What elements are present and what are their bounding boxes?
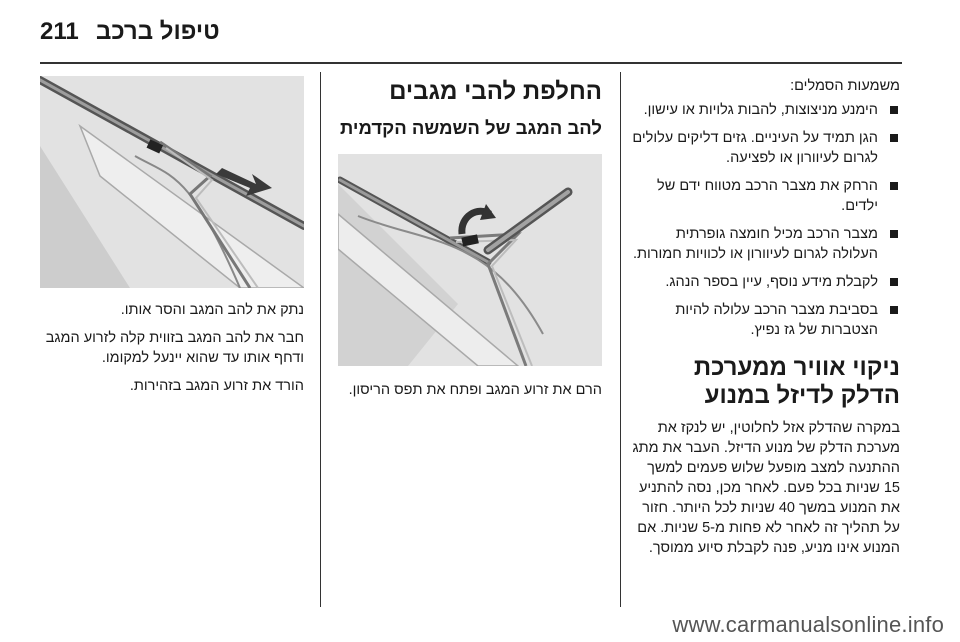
chapter-title: טיפול ברכב — [96, 18, 220, 45]
middle-column — [338, 78, 602, 400]
right-column — [632, 76, 900, 558]
symbol-item: הימנע מניצוצות, להבות גלויות או עישון. — [632, 100, 900, 120]
wiper-caption-1: הרם את זרוע המגב ופתח את תפס הריסון. — [348, 382, 602, 398]
column-divider-right — [620, 72, 621, 607]
wiper-caption-2: נתק את להב המגב והסר אותו. — [120, 302, 304, 318]
header-rule — [40, 62, 902, 64]
symbol-item: מצבר הרכב מכיל חומצה גופרתית העלולה לגרום לעיוורון או לכוויות חמורות. — [632, 224, 900, 264]
wiper-section-title: החלפת להבי מגבים — [389, 78, 602, 105]
page-number: 211 — [40, 18, 79, 45]
symbol-item: הגן תמיד על העיניים. גזים דליקים עלולים לגרום לעיוורון או לפציעה. — [632, 128, 900, 168]
watermark: www.carmanualsonline.info — [672, 612, 944, 637]
left-column — [40, 76, 304, 396]
diesel-section-title: ניקוי אוויר ממערכת הדלק לדיזל במנוע — [693, 354, 900, 409]
symbol-item: הרחק את מצבר הרכב מטווח ידם של ילדים. — [632, 176, 900, 216]
symbol-item: בסביבת מצבר הרכב עלולה להיות הצטברות של גז נפיץ. — [632, 300, 900, 340]
page-header — [40, 18, 908, 48]
wiper-lift-illustration — [338, 154, 602, 366]
column-divider-left — [320, 72, 321, 607]
symbol-item: לקבלת מידע נוסף, עיין בספר הנהג. — [632, 272, 900, 292]
symbols-intro: משמעות הסמלים: — [790, 78, 900, 94]
wiper-detach-illustration — [40, 76, 304, 288]
wiper-caption-3: חבר את להב המגב בזווית קלה לזרוע המגב ודחף אותו עד שהוא יינעל למקומו. — [45, 330, 304, 366]
wiper-caption-4: הורד את זרוע המגב בזהירות. — [129, 378, 304, 394]
diesel-paragraph: במקרה שהדלק אזל לחלוטין, יש לנקז את מערכת הדלק של מנוע הדיזל. העבר את מתג ההתנעה למצב מופעל שלוש פעמים למשך 15 שניות בכל פעם. לאחר מכן, נסה להתניע את המנוע במשך 40 שניות לכל היותר. חזור על תהליך זה לאחר לא פחות מ-5 שניות. אם המנוע אינו מניע, פנה לקבלת סיוע ממוסך. — [632, 420, 900, 556]
symbols-list — [632, 100, 900, 340]
windshield-wiper-subtitle: להב המגב של השמשה הקדמית — [339, 117, 602, 138]
